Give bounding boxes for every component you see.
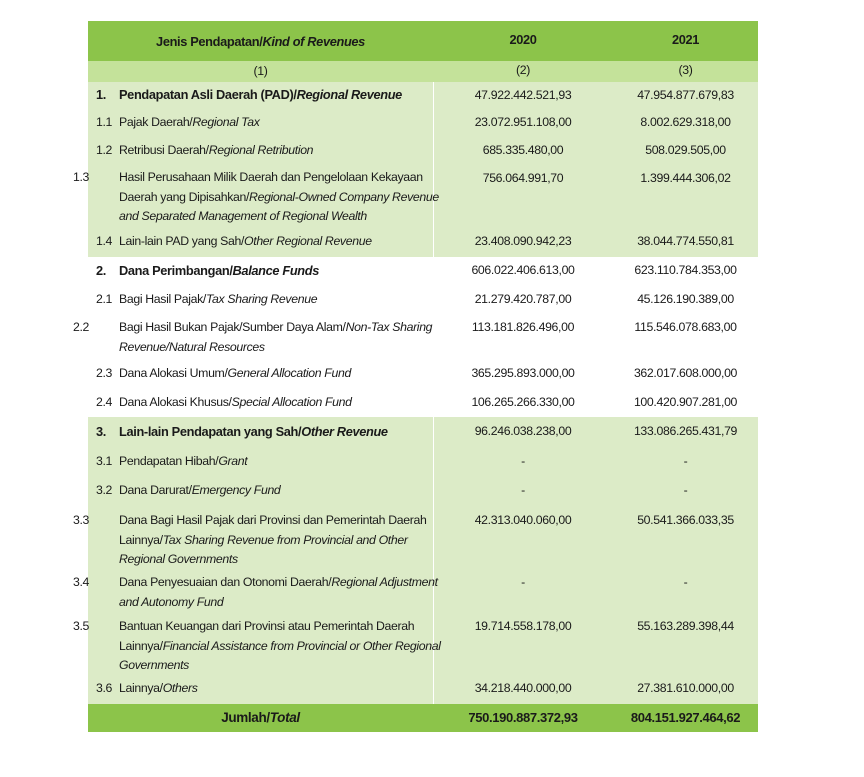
- column-number-3: (3): [678, 63, 693, 77]
- header-kind-of-revenues: Jenis Pendapatan/Kind of Revenues: [156, 34, 365, 49]
- value-2021: 38.044.774.550,81: [637, 234, 734, 248]
- value-2020: 96.246.038.238,00: [474, 424, 572, 438]
- table-row: 3.2 Dana Darurat/Emergency Fund - -: [88, 477, 758, 507]
- value-2020: 685.335.480,00: [482, 143, 564, 157]
- value-2021: 45.126.190.389,00: [637, 292, 734, 306]
- value-2020: 34.218.440.000,00: [474, 681, 572, 695]
- column-number-row: [88, 61, 758, 82]
- value-2020: -: [521, 575, 525, 589]
- table-row: 2.4 Dana Alokasi Khusus/Special Allocation Fund 106.265.266.330,00 100.420.907.281,00: [88, 389, 758, 417]
- table-row: 2.1 Bagi Hasil Pajak/Tax Sharing Revenue 21.279.420.787,00 45.126.190.389,00: [88, 286, 758, 315]
- column-number-2: (2): [516, 63, 530, 77]
- table-header: [88, 21, 758, 61]
- value-2021: 133.086.265.431,79: [633, 424, 738, 438]
- value-2021: 50.541.366.033,35: [637, 513, 734, 527]
- value-2020: 23.408.090.942,23: [474, 234, 572, 248]
- table-row: 1.4 Lain-lain PAD yang Sah/Other Regional Revenue 23.408.090.942,23 38.044.774.550,81: [88, 228, 758, 257]
- value-2020: 756.064.991,70: [482, 171, 564, 185]
- value-2021: 100.420.907.281,00: [633, 395, 738, 409]
- revenue-table: [73, 21, 758, 732]
- section-row-2: 2. Dana Perimbangan/Balance Funds 606.022.406.613,00 623.110.784.353,00: [88, 257, 758, 286]
- total-row: [88, 704, 758, 732]
- value-2021: 8.002.629.318,00: [640, 115, 731, 129]
- value-2021: 362.017.608.000,00: [633, 366, 738, 380]
- header-2021: 2021: [671, 32, 700, 47]
- value-2021: 115.546.078.683,00: [634, 320, 737, 334]
- value-2021: 1.399.444.306,02: [640, 171, 731, 185]
- value-2020: 23.072.951.108,00: [474, 115, 572, 129]
- value-2020: 365.295.893.000,00: [471, 366, 575, 380]
- value-2021: 47.954.877.679,83: [637, 88, 734, 102]
- value-2020: 606.022.406.613,00: [471, 263, 575, 277]
- header-2020: 2020: [509, 32, 537, 47]
- value-2021: 55.163.289.398,44: [637, 619, 734, 633]
- value-2020: 21.279.420.787,00: [474, 292, 572, 306]
- total-2021: 804.151.927.464,62: [630, 710, 741, 725]
- total-label: Jumlah/Total: [221, 710, 300, 725]
- value-2020: 106.265.266.330,00: [471, 395, 575, 409]
- value-2021: 27.381.610.000,00: [637, 681, 734, 695]
- table-row: 1.3 Hasil Perusahaan Milik Daerah dan Pengelolaan Kekayaan Daerah yang Dipisahkan/Regional-Owned Company Revenue and Separated Management of Regional Wealth 756.064.991,70 1.399.444.306,02: [88, 166, 758, 228]
- value-2021: -: [683, 483, 688, 497]
- table-row: 1.1 Pajak Daerah/Regional Tax 23.072.951.108,00 8.002.629.318,00: [88, 108, 758, 138]
- value-2021: 623.110.784.353,00: [634, 263, 737, 277]
- column-number-1: (1): [253, 64, 268, 78]
- table-row: 3.1 Pendapatan Hibah/Grant - -: [88, 448, 758, 477]
- value-2020: -: [521, 483, 525, 497]
- value-2020: 19.714.558.178,00: [474, 619, 572, 633]
- value-2021: -: [683, 454, 688, 468]
- table-row: 3.4 Dana Penyesuaian dan Otonomi Daerah/Regional Adjustment and Autonomy Fund - -: [88, 571, 758, 614]
- table-row: 3.6 Lainnya/Others 34.218.440.000,00 27.381.610.000,00: [88, 674, 758, 704]
- table-row: 1.2 Retribusi Daerah/Regional Retribution 685.335.480,00 508.029.505,00: [88, 138, 758, 166]
- value-2021: -: [683, 575, 688, 589]
- value-2020: 42.313.040.060,00: [474, 513, 572, 527]
- table-row: 3.5 Bantuan Keuangan dari Provinsi atau Pemerintah Daerah Lainnya/Financial Assistance from Provincial or Other Regional Governments 19.714.558.178,00 55.163.289.398,44: [88, 614, 758, 674]
- value-2020: 47.922.442.521,93: [474, 88, 572, 102]
- section-row-3: 3. Lain-lain Pendapatan yang Sah/Other Revenue 96.246.038.238,00 133.086.265.431,79: [88, 417, 758, 448]
- table-row: 2.3 Dana Alokasi Umum/General Allocation Fund 365.295.893.000,00 362.017.608.000,00: [88, 360, 758, 389]
- value-2020: -: [521, 454, 525, 468]
- value-2021: 508.029.505,00: [645, 143, 726, 157]
- section-row-1: 1. Pendapatan Asli Daerah (PAD)/Regional Revenue 47.922.442.521,93 47.954.877.679,83: [88, 82, 758, 108]
- table-row: 2.2 Bagi Hasil Bukan Pajak/Sumber Daya Alam/Non-Tax Sharing Revenue/Natural Resources 113.181.826.496,00 115.546.078.683,00: [88, 315, 758, 360]
- table-row: 3.3 Dana Bagi Hasil Pajak dari Provinsi dan Pemerintah Daerah Lainnya/Tax Sharing Revenue from Provincial and Other Regional Governments 42.313.040.060,00 50.541.366.033,35: [88, 507, 758, 571]
- value-2020: 113.181.826.496,00: [471, 320, 575, 334]
- total-2020: 750.190.887.372,93: [468, 710, 578, 725]
